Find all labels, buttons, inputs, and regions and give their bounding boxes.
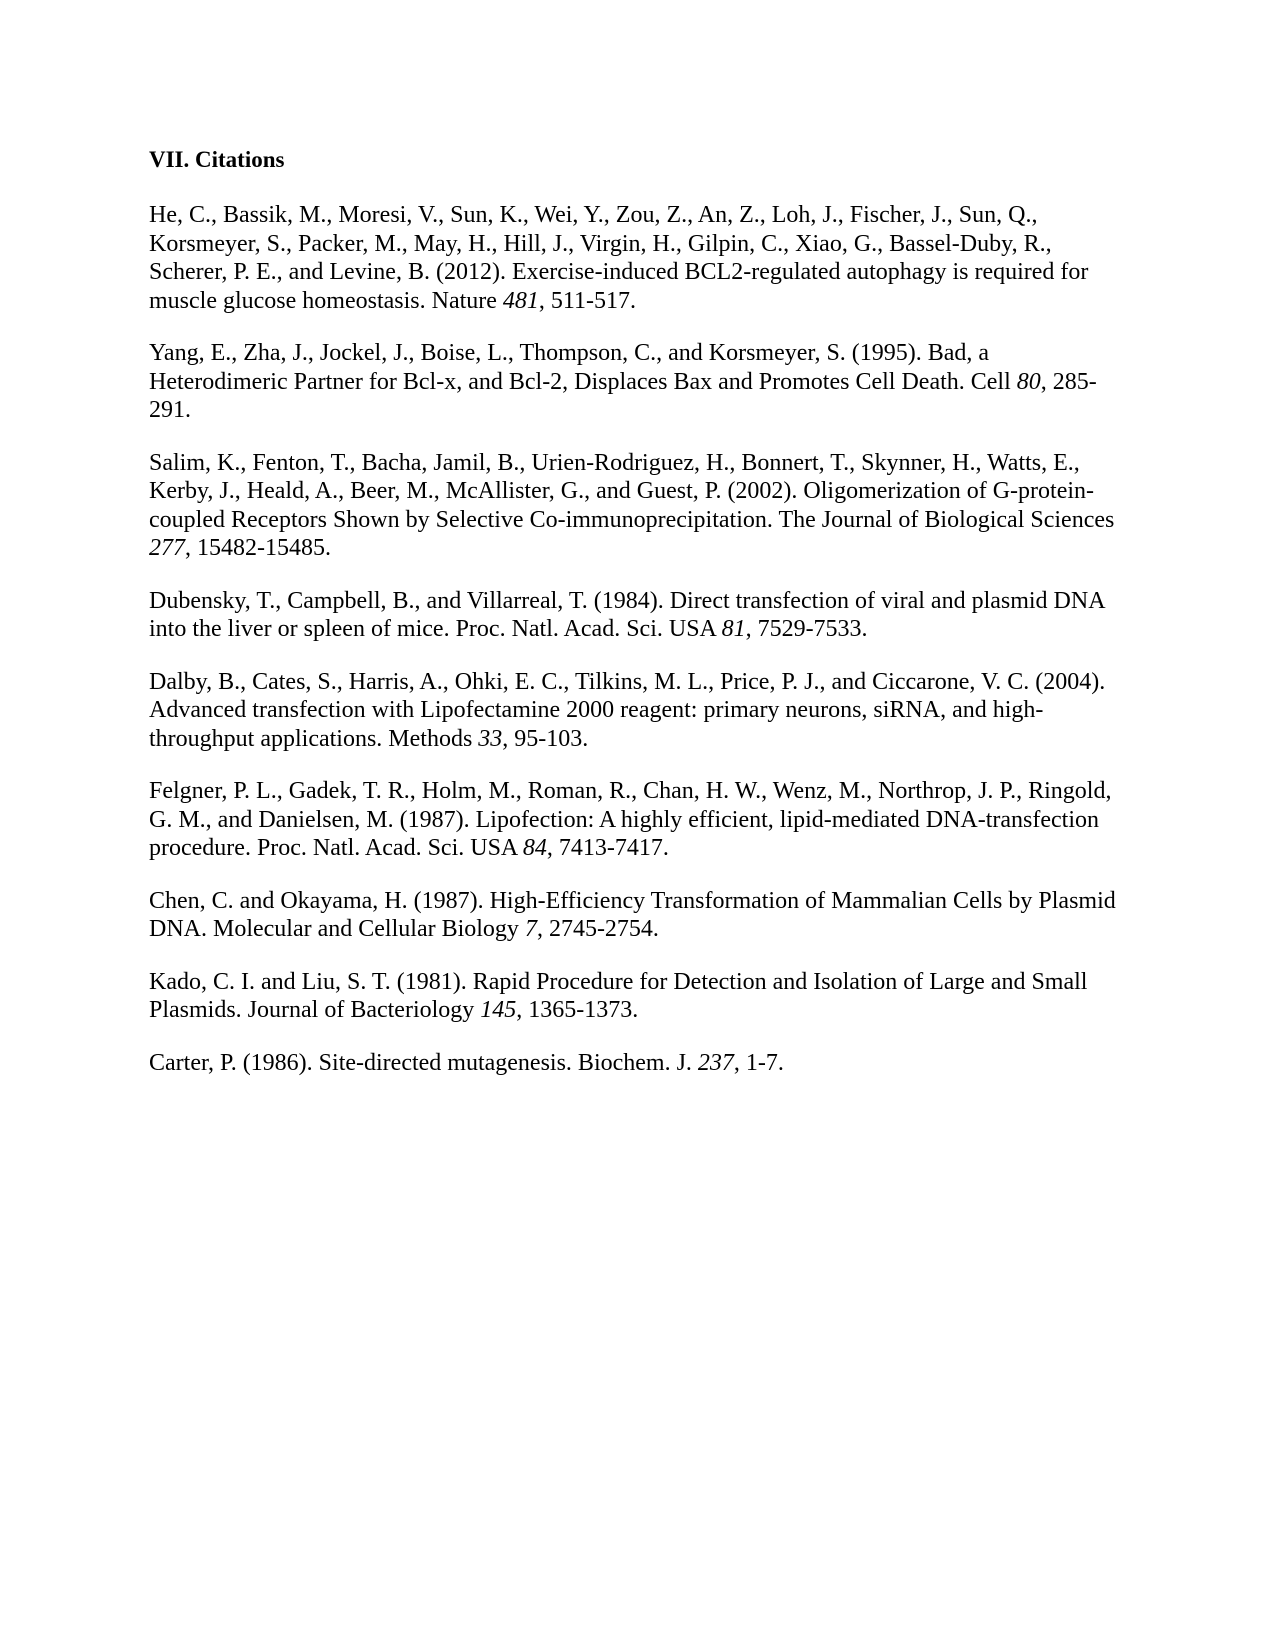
citation-text: Yang, E., Zha, J., Jockel, J., Boise, L., Thompson, C., and Korsmeyer, S. (1995). Bad, a Heterodimeric Partner for Bcl-x, and Bcl-2, Displaces Bax and Promotes Cell Death. Cell <box>149 340 1017 395</box>
citation-volume: 277 <box>149 535 185 561</box>
citation-pages: , 285-291. <box>149 368 1097 423</box>
citation-item <box>149 777 1129 863</box>
citation-item <box>149 968 1129 1025</box>
citation-text: Dubensky, T., Campbell, B., and Villarreal, T. (1984). Direct transfection of viral and plasmid DNA into the liver or spleen of mice. Proc. Natl. Acad. Sci. USA <box>149 587 1105 642</box>
citation-item <box>149 339 1129 425</box>
citation-text: Felgner, P. L., Gadek, T. R., Holm, M., Roman, R., Chan, H. W., Wenz, M., Northrop, J. P., Ringold, G. M., and Danielsen, M. (1987). Lipofection: A highly efficient, lipid-mediated DNA-transfection procedure. Proc. Natl. Acad. Sci. USA <box>149 778 1112 861</box>
citation-text: He, C., Bassik, M., Moresi, V., Sun, K., Wei, Y., Zou, Z., An, Z., Loh, J., Fischer, J., Sun, Q., Korsmeyer, S., Packer, M., May, H., Hill, J., Virgin, H., Gilpin, C., Xiao, G., Bassel-Duby, R., Scherer, P. E., and Levine, B. (2012). Exercise-induced BCL2-regulated autophagy is required for muscle glucose homeostasis. Nature <box>149 202 1089 314</box>
citation-text: Chen, C. and Okayama, H. (1987). High-Efficiency Transformation of Mammalian Cells by Plasmid DNA. Molecular and Cellular Biology <box>149 887 1116 942</box>
citation-volume: 80 <box>1016 368 1041 395</box>
citations-section <box>149 146 1129 1101</box>
citation-pages: , 2745-2754. <box>536 916 659 942</box>
citation-pages: , 1-7. <box>733 1049 784 1076</box>
citation-text: Salim, K., Fenton, T., Bacha, Jamil, B., Urien-Rodriguez, H., Bonnert, T., Skynner, H., Watts, E., Kerby, J., Heald, A., Beer, M., McAllister, G., and Guest, P. (2002). Oligomerization of G-protein-coupled Receptors Shown by Selective Co-immunoprecipitation. The Journal of Biological Sciences <box>149 449 1115 533</box>
citation-item <box>149 587 1129 644</box>
citation-item <box>149 887 1129 944</box>
citation-item <box>149 668 1129 754</box>
citation-pages: , 15482-15485. <box>185 535 331 561</box>
citation-volume: 84 <box>522 835 547 861</box>
section-heading: VII. Citations <box>149 147 285 172</box>
citation-volume: 33 <box>478 725 503 752</box>
citation-pages: , 7413-7417. <box>546 835 669 861</box>
citation-volume: 481 <box>502 287 539 314</box>
citation-pages: , 511-517. <box>538 287 637 314</box>
citation-text: Dalby, B., Cates, S., Harris, A., Ohki, E. C., Tilkins, M. L., Price, P. J., and Ciccarone, V. C. (2004). Advanced transfection with Lipofectamine 2000 reagent: primary neurons, siRNA, and high-throughput applications. Methods <box>149 668 1106 752</box>
citation-volume: 237 <box>697 1049 734 1076</box>
citation-text: Carter, P. (1986). Site-directed mutagenesis. Biochem. J. <box>149 1049 698 1076</box>
citation-item <box>149 201 1129 315</box>
citation-item <box>149 449 1129 563</box>
citation-volume: 145 <box>480 997 517 1023</box>
citation-pages: , 7529-7533. <box>745 616 868 642</box>
citation-item <box>149 1049 1129 1078</box>
citation-volume: 7 <box>524 916 537 942</box>
citation-pages: , 1365-1373. <box>516 997 639 1023</box>
citation-pages: , 95-103. <box>502 725 589 752</box>
citation-volume: 81 <box>721 616 746 642</box>
citation-text: Kado, C. I. and Liu, S. T. (1981). Rapid Procedure for Detection and Isolation of Large and Small Plasmids. Journal of Bacteriology <box>149 968 1088 1023</box>
